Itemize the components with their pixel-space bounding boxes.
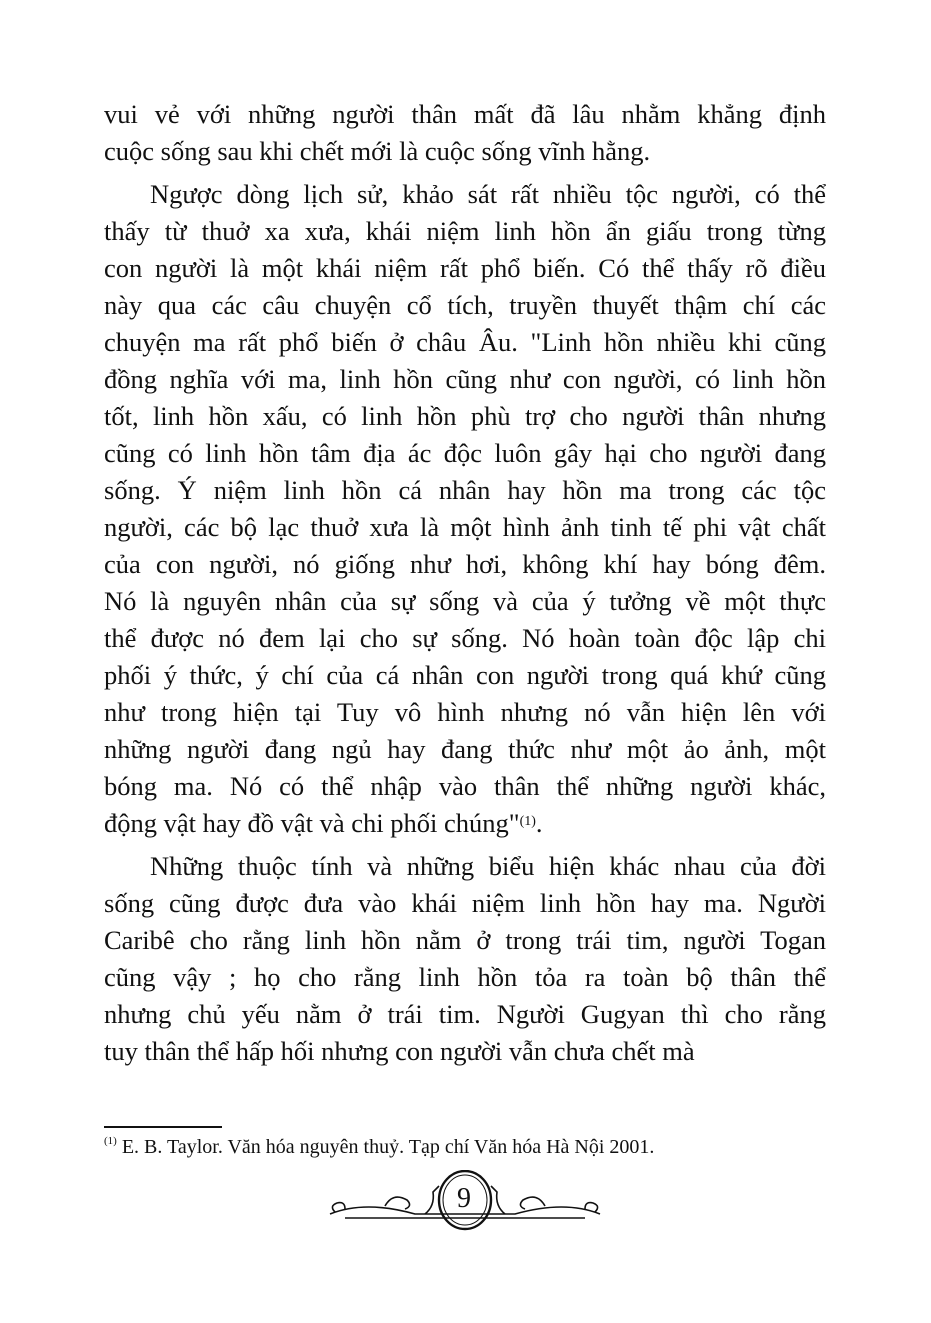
text-line [104, 361, 826, 398]
text-line [104, 1033, 826, 1070]
line-text: Những thuộc tính và những biểu hiện khác nhau của đời [150, 851, 826, 881]
text-line [104, 398, 826, 435]
text-line [104, 250, 826, 287]
paragraph-2 [104, 176, 826, 842]
text-line [104, 546, 826, 583]
line-tail: . [535, 808, 543, 838]
text-line [104, 731, 826, 768]
line-text: thấy từ thuở xa xưa, khái niệm linh hồn ẩn giấu trong từng [104, 216, 826, 246]
line-text: thể được nó đem lại cho sự sống. Nó hoàn toàn độc lập chi [104, 623, 826, 653]
text-line [104, 885, 826, 922]
footnote [104, 1136, 654, 1159]
text-line [104, 435, 826, 472]
text-line [104, 922, 826, 959]
line-text: của con người, nó giống như hơi, không khí hay bóng đêm. [104, 549, 826, 579]
body-text [104, 96, 826, 1076]
text-line [104, 694, 826, 731]
line-text: động vật hay đồ vật và chi phối chúng" [104, 808, 520, 838]
footnote-marker: (1) [104, 1135, 117, 1147]
text-line [104, 657, 826, 694]
line-text: như trong hiện tại Tuy vô hình nhưng nó vẫn hiện lên với [104, 697, 826, 727]
text-line [104, 509, 826, 546]
text-line [104, 287, 826, 324]
line-text: con người là một khái niệm rất phổ biến. Có thể thấy rõ điều [104, 253, 826, 283]
line-text: này qua các câu chuyện cổ tích, truyền thuyết thậm chí các [104, 290, 826, 320]
text-line [104, 583, 826, 620]
line-text: sống. Ý niệm linh hồn cá nhân hay hồn ma trong các tộc [104, 475, 826, 505]
line-text: tốt, linh hồn xấu, có linh hồn phù trợ cho người thân nhưng [104, 401, 826, 431]
line-text: người, các bộ lạc thuở xưa là một hình ảnh tinh tế phi vật chất [104, 512, 826, 542]
paragraph-3 [104, 848, 826, 1070]
line-text: bóng ma. Nó có thể nhập vào thân thể những người khác, [104, 771, 826, 801]
text-line [104, 472, 826, 509]
footnote-ref: (1) [519, 814, 536, 829]
line-text: nhưng chủ yếu nằm ở trái tim. Người Gugyan thì cho rằng [104, 999, 826, 1029]
text-line [104, 848, 826, 885]
line-text: tuy thân thể hấp hối nhưng con người vẫn chưa chết mà [104, 1036, 695, 1066]
line-text: cũng vậy ; họ cho rằng linh hồn tỏa ra toàn bộ thân thể [104, 962, 826, 992]
line-text: những người đang ngủ hay đang thức như một ảo ảnh, một [104, 734, 826, 764]
text-line: cuộc sống sau khi chết mới là cuộc sống vĩnh hằng. [104, 136, 651, 166]
footnote-text: E. B. Taylor. Văn hóa nguyên thuỷ. Tạp chí Văn hóa Hà Nội 2001. [116, 1136, 655, 1158]
text-line [104, 996, 826, 1033]
text-line [104, 213, 826, 250]
line-text: Ngược dòng lịch sử, khảo sát rất nhiều tộc người, có thể [150, 179, 826, 209]
line-text: phối ý thức, ý chí của cá nhân con người trong quá khứ cũng [104, 660, 826, 690]
line-text: cũng có linh hồn tâm địa ác độc luôn gây hại cho người đang [104, 438, 826, 468]
line-text: Caribê cho rằng linh hồn nằm ở trong trái tim, người Togan [104, 925, 826, 955]
text-line [104, 959, 826, 996]
line-text: đồng nghĩa với ma, linh hồn cũng như con người, có linh hồn [104, 364, 826, 394]
line-text: chuyện ma rất phổ biến ở châu Âu. "Linh hồn nhiều khi cũng [104, 327, 826, 357]
text-line [104, 176, 826, 213]
line-text: sống cũng được đưa vào khái niệm linh hồn hay ma. Người [104, 888, 826, 918]
text-line: vui vẻ với những người thân mất đã lâu nhằm khẳng định [104, 99, 826, 129]
text-line [104, 620, 826, 657]
text-line [104, 324, 826, 361]
line-text: Nó là nguyên nhân của sự sống và của ý tưởng về một thực [104, 586, 826, 616]
page-number: 9 [457, 1183, 471, 1214]
text-line [104, 768, 826, 805]
footnote-divider [104, 1126, 222, 1128]
text-line [104, 805, 826, 842]
paragraph-1 [104, 96, 826, 170]
